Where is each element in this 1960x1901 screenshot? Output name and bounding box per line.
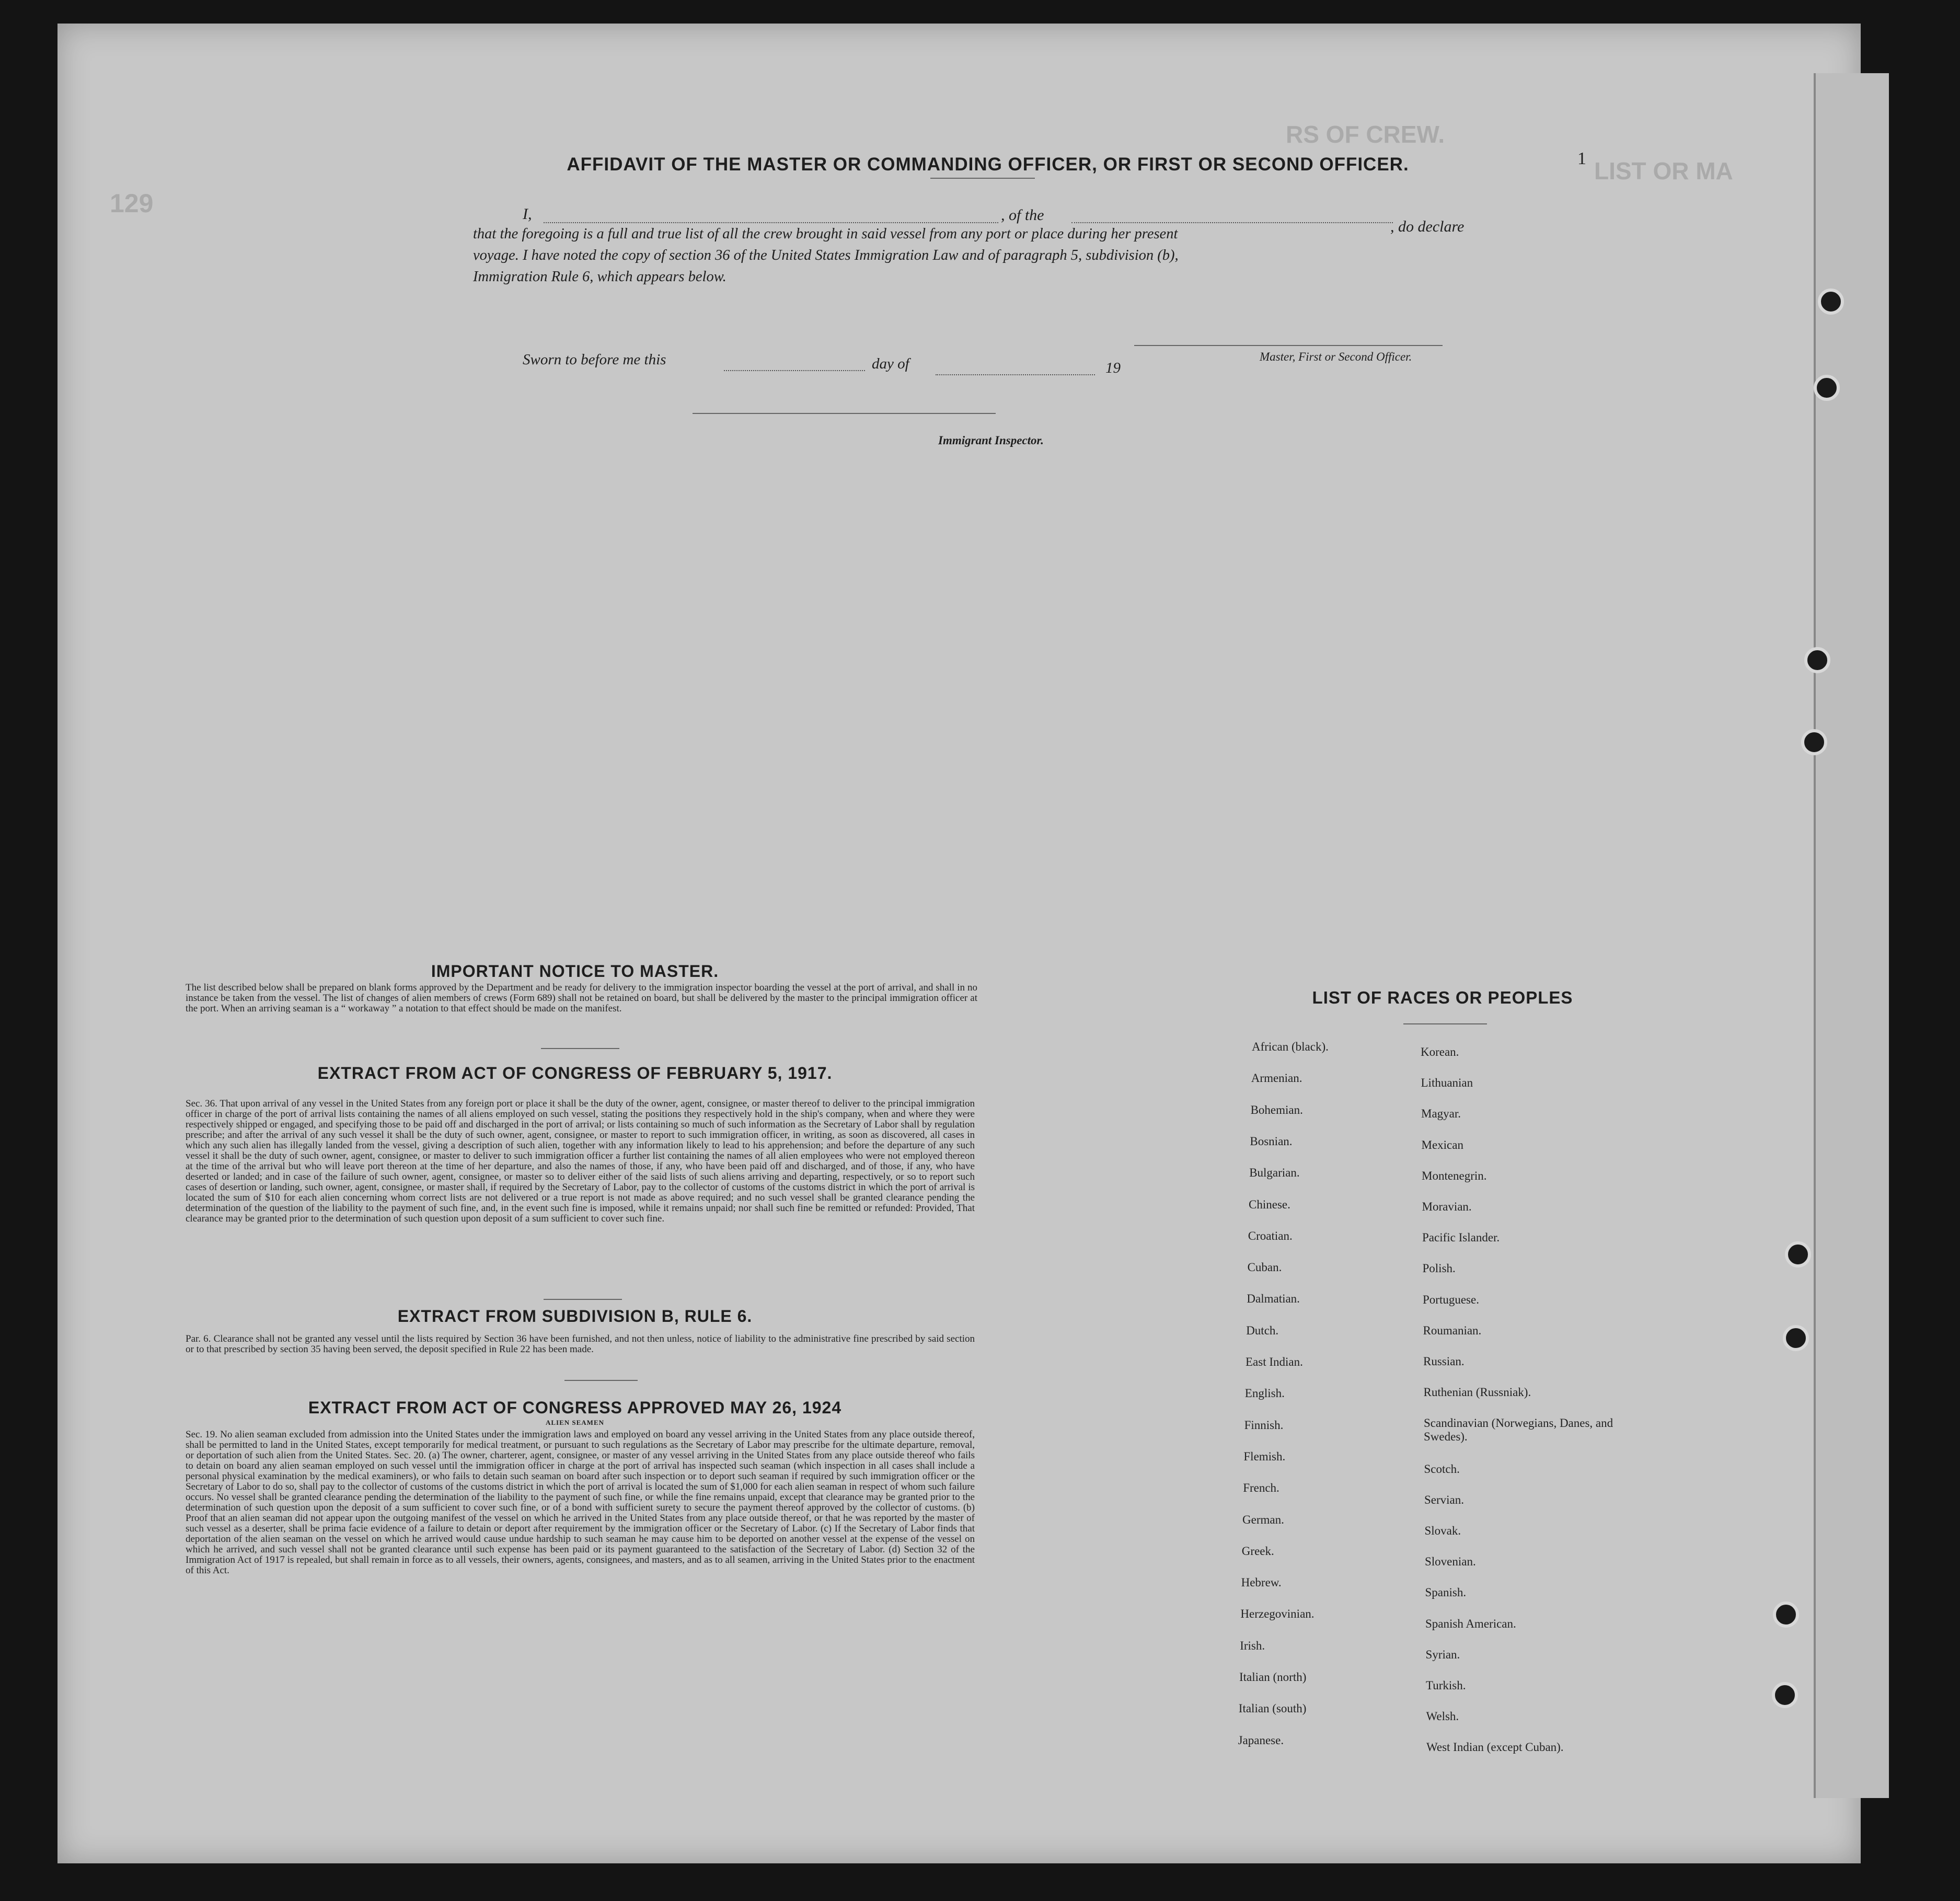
- race-item: Cuban.: [1247, 1261, 1282, 1274]
- race-item: Mexican: [1421, 1138, 1463, 1151]
- race-item: Dutch.: [1246, 1323, 1279, 1337]
- binder-hole: [1772, 1682, 1798, 1708]
- master-signature-line: [1134, 345, 1443, 346]
- extract-rule6-text: Par. 6. Clearance shall not be granted any vessel until the lists required by Section 36 have been furnished, and not then unless, notice of liability to the administrative fine prescribed by said section or to that prescribed by section 35 having been served, the deposit specified in Rule 22 has been made.: [186, 1333, 975, 1355]
- race-item: Slovak.: [1424, 1524, 1461, 1537]
- vessel-blank-line: [1071, 222, 1393, 223]
- notice-title: IMPORTANT NOTICE TO MASTER.: [431, 962, 719, 981]
- race-item: Bulgarian.: [1249, 1166, 1300, 1180]
- affidavit-line-3: voyage. I have noted the copy of section 36 of the United States Immigration Law and of paragraph 5, subdivision (b),: [473, 247, 1179, 263]
- race-item: Russian.: [1423, 1355, 1465, 1368]
- race-item: Slovenian.: [1425, 1555, 1476, 1569]
- race-item: Polish.: [1422, 1262, 1456, 1275]
- race-item: English.: [1244, 1387, 1285, 1400]
- extract-1917-rule: [544, 1299, 622, 1300]
- sworn-month-line: [936, 374, 1095, 375]
- race-item: Herzegovinian.: [1240, 1607, 1315, 1621]
- inspector-signature-line: [693, 413, 996, 414]
- race-item: Ruthenian (Russniak).: [1423, 1386, 1531, 1399]
- races-rule: [1403, 1023, 1487, 1024]
- affidavit-i: I,: [523, 205, 532, 223]
- extract-rule6-title: EXTRACT FROM SUBDIVISION B, RULE 6.: [397, 1307, 753, 1326]
- race-item: Pacific Islander.: [1422, 1231, 1500, 1245]
- name-blank-line: [544, 222, 998, 223]
- race-item: African (black).: [1252, 1040, 1329, 1053]
- race-item: Lithuanian: [1421, 1076, 1473, 1090]
- binder-hole: [1785, 1241, 1811, 1268]
- extract-1924-text: Sec. 19. No alien seaman excluded from admission into the United States under the immigration laws and employed on board any vessel arriving in the United States from any place outside thereof, shall be permitted to land in the United States, except temporarily for medical treatment, or pursuant to such regulations as the Secretary of Labor may prescribe for the ultimate departure, removal, or deportation of such alien from the United States. Sec. 20. (a) The owner, charterer, agent, consignee, or master of any vessel arriving in the United States from any place outside thereof who fails to detain on board any alien seaman employed on such vessel until the immigration officer in charge at the port of arrival has inspected such seaman (which inspection in all cases shall include a personal physical examination by the medical examiners), or who fails to detain such seaman on board after such inspection or to deport such seaman if required by such immigration officer or the Secretary of Labor to do so, shall pay to the collector of customs of the customs district in which the port of arrival is located the sum of $1,000 for each alien seaman in respect of whom such failure occurs. No vessel shall be granted clearance pending the determination of the liability to the payment of such fine, or while the fine remains unpaid, except that clearance may be granted prior to the determination of such question upon the deposit of a sum sufficient to cover such fine, or of a bond with sufficient surety to secure the payment thereof approved by the collector of customs. (b) Proof that an alien seaman did not appear upon the outgoing manifest of the vessel on which he arrived in the United States from any place outside thereof, or that he was reported by the master of such vessel as a deserter, shall be prima facie evidence of a failure to detain or deport after requirement by the immigration officer or the Secretary of Labor. (c) If the Secretary of Labor finds that deportation of the alien seaman on the vessel on which he arrived would cause undue hardship to such seaman he may cause him to be deported on another vessel at the expense of the vessel on which he arrived, and such vessel shall not be granted clearance until such expense has been paid or its payment guaranteed to the satisfaction of the Secretary of Labor. (d) Section 32 of the Immigration Act of 1917 is repealed, but shall remain in force as to all vessels, their owners, agents, consignees, and masters, and as to all seamen, arriving in the United States prior to the enactment of this Act.: [186, 1429, 975, 1576]
- sworn-day-line: [724, 370, 865, 371]
- binder-hole: [1783, 1325, 1809, 1351]
- race-item: Moravian.: [1422, 1200, 1472, 1213]
- race-item: Montenegrin.: [1422, 1169, 1487, 1182]
- race-item: Japanese.: [1238, 1733, 1284, 1747]
- race-item: Flemish.: [1243, 1449, 1286, 1463]
- race-item: Bohemian.: [1250, 1103, 1303, 1116]
- race-item: East Indian.: [1246, 1355, 1303, 1368]
- affidavit-title: AFFIDAVIT OF THE MASTER OR COMMANDING OFFICER, OR FIRST OR SECOND OFFICER.: [567, 154, 1409, 175]
- race-item: Syrian.: [1425, 1647, 1460, 1661]
- binder-hole: [1804, 647, 1830, 673]
- affidavit-of-the: , of the: [1001, 206, 1044, 224]
- race-item: Italian (south): [1238, 1702, 1307, 1715]
- race-item: Magyar.: [1421, 1107, 1461, 1121]
- underlying-sheet-edge: [1814, 73, 1889, 1798]
- bleed-through-number: 129: [110, 189, 154, 218]
- sworn-year: 19: [1105, 360, 1121, 376]
- race-item: Portuguese.: [1423, 1293, 1479, 1306]
- race-item: Irish.: [1240, 1639, 1265, 1652]
- race-item: Servian.: [1424, 1493, 1465, 1506]
- notice-text: The list described below shall be prepared on blank forms approved by the Department and be ready for delivery to the immigration inspector boarding the vessel at the port of arrival, and shall in no instance be taken from the vessel. The list of changes of alien members of crews (Form 689) shall not be retained on board, but shall be delivered by the master to the principal immigration officer at the port. When an arriving seaman is a “ workaway ” a notation to that effect should be made on the manifest.: [186, 982, 977, 1014]
- binder-hole: [1818, 289, 1844, 315]
- inspector-signature-label: Immigrant Inspector.: [938, 434, 1044, 447]
- race-item: Roumanian.: [1423, 1323, 1482, 1337]
- page-mark: 1: [1577, 149, 1586, 168]
- sworn-day-of: day of: [872, 355, 909, 372]
- race-item: Welsh.: [1426, 1710, 1459, 1723]
- master-signature-label: Master, First or Second Officer.: [1260, 350, 1412, 363]
- bleed-through-heading-right: RS OF CREW.: [1286, 121, 1445, 148]
- extract-1924-title: EXTRACT FROM ACT OF CONGRESS APPROVED MAY 26, 1924: [308, 1398, 842, 1417]
- race-item: Italian (north): [1239, 1670, 1307, 1684]
- races-title: LIST OF RACES OR PEOPLES: [1312, 988, 1573, 1007]
- affidavit-declare: , do declare: [1390, 218, 1465, 235]
- race-item: Armenian.: [1251, 1072, 1302, 1085]
- extract-1917-title: EXTRACT FROM ACT OF CONGRESS OF FEBRUARY 5, 1917.: [317, 1064, 833, 1082]
- extract-1924-subtitle: ALIEN SEAMEN: [545, 1419, 605, 1426]
- extract-1917-text: Sec. 36. That upon arrival of any vessel in the United States from any foreign port or place it shall be the duty of the owner, agent, consignee, or master thereof to deliver to the principal immigration officer in charge of the port of arrival lists containing the names of all aliens employed on such vessel, stating the positions they respectively hold in the ship's company, when and where they were respectively shipped or engaged, and specifying those to be paid off and discharged in the port of arrival; or lists containing so much of such information as the Secretary of Labor shall by regulation prescribe; and after the arrival of any such vessel it shall be the duty of such owner, agent, consignee, or master to report to such immigration officer, in writing, as soon as discovered, all cases in which any such alien has illegally landed from the vessel, giving a description of such alien, together with any information likely to lead to his apprehension; and before the departure of any such vessel it shall be the duty of such owner, agent, consignee, or master to deliver to such immigration officer a further list containing the names of all alien employees who were not employed thereon at the time of the arrival but who will leave port thereon at the time of her departure, and also the names of those, if any, who have been paid off and discharged, and of those, if any, who have deserted or landed; and in case of the failure of such owner, agent, consignee, or master so to deliver either of the said lists of such aliens arriving and departing, respectively, or so to report such cases of desertion or landing, such owner, agent, consignee, or master shall, if required by the Secretary of Labor, pay to the collector of customs of the customs district in which the port of arrival is located the sum of $10 for each alien concerning whom correct lists are not delivered or a true report is not made as above required; and no such vessel shall be granted clearance pending the determination of the question of the liability to the payment of such fine, and, in the event such fine is imposed, while it remains unpaid; nor shall such fine be remitted or refunded: Provided, That clearance may be granted prior to the determination of such question upon deposit of a sum sufficient to cover such fine.: [186, 1098, 975, 1224]
- race-item: Croatian.: [1248, 1229, 1293, 1242]
- binder-hole: [1801, 729, 1827, 755]
- race-item: French.: [1243, 1481, 1279, 1495]
- race-item: Spanish American.: [1425, 1617, 1516, 1630]
- race-item: Scandinavian (Norwegians, Danes, and Swedes).: [1424, 1416, 1613, 1444]
- race-item: Bosnian.: [1250, 1134, 1293, 1148]
- race-item: Dalmatian.: [1247, 1292, 1300, 1306]
- race-item: Scotch.: [1424, 1462, 1460, 1476]
- race-item: Spanish.: [1425, 1586, 1467, 1599]
- notice-rule: [541, 1048, 619, 1049]
- binder-hole: [1814, 375, 1840, 401]
- race-item: Turkish.: [1426, 1679, 1466, 1692]
- race-item: Finnish.: [1244, 1418, 1284, 1432]
- race-item: Hebrew.: [1241, 1576, 1282, 1589]
- extract-rule6-rule: [564, 1380, 638, 1381]
- race-item: Korean.: [1421, 1045, 1459, 1058]
- bleed-through-heading-left: LIST OR MA: [1594, 157, 1733, 185]
- affidavit-line-4: Immigration Rule 6, which appears below.: [473, 269, 727, 285]
- race-item: Greek.: [1241, 1544, 1274, 1558]
- title-rule: [930, 178, 1035, 179]
- race-item: German.: [1242, 1513, 1284, 1526]
- race-item: Chinese.: [1249, 1197, 1290, 1211]
- sworn-text: Sworn to before me this: [523, 351, 666, 368]
- affidavit-line-2: that the foregoing is a full and true list of all the crew brought in said vessel from any port or place during her present: [473, 226, 1178, 242]
- race-item: West Indian (except Cuban).: [1426, 1741, 1564, 1754]
- binder-hole: [1773, 1602, 1799, 1628]
